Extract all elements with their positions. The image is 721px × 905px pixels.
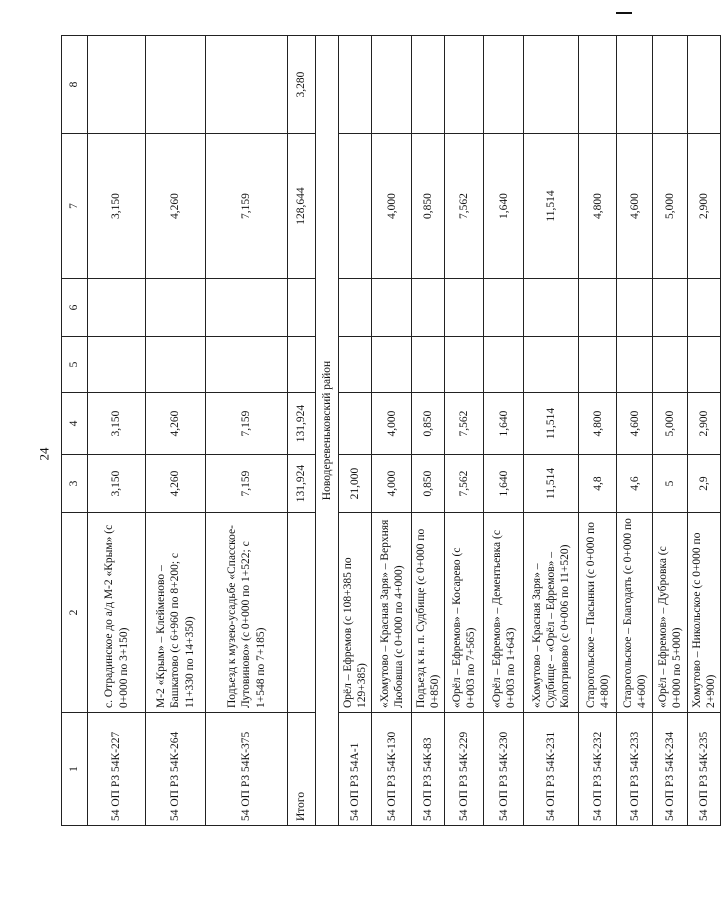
table-cell: 11,514 — [524, 134, 579, 279]
table-cell: 21,000 — [339, 455, 372, 513]
table-cell: 131,924 — [288, 455, 316, 513]
road-code: 54 ОП РЗ 54К-231 — [524, 713, 579, 826]
road-code: 54 ОП РЗ 54К-229 — [445, 713, 484, 826]
column-header: 1 — [62, 713, 88, 826]
table-cell: 5,000 — [653, 134, 688, 279]
table-cell — [339, 393, 372, 455]
table-cell — [688, 337, 721, 393]
table-cell — [412, 36, 445, 134]
road-name: «Орёл – Ефремов» – Дементьевка (с 0+003 по 1+643) — [484, 513, 524, 713]
table-cell: 7,562 — [445, 455, 484, 513]
table-cell: 4,800 — [579, 134, 617, 279]
table-cell — [288, 337, 316, 393]
table-cell — [617, 337, 653, 393]
table-cell — [524, 36, 579, 134]
table-cell: 4,800 — [579, 393, 617, 455]
table-cell: 1,640 — [484, 134, 524, 279]
table-cell — [524, 279, 579, 337]
table-cell — [653, 279, 688, 337]
column-header: 3 — [62, 455, 88, 513]
table-cell — [206, 36, 288, 134]
road-name: Старогольское – Пасынки (с 0+000 по 4+800) — [579, 513, 617, 713]
table-cell — [484, 279, 524, 337]
table-cell — [146, 337, 206, 393]
road-code: 54 ОП РЗ 54К-130 — [372, 713, 412, 826]
table-cell — [484, 337, 524, 393]
table-cell — [372, 36, 412, 134]
column-header: 6 — [62, 279, 88, 337]
table-row — [372, 36, 412, 826]
table-cell: 4,260 — [146, 455, 206, 513]
road-name: «Хомутово – Красная Заря» – Верхняя Любовша (с 0+000 по 4+000) — [372, 513, 412, 713]
table-cell: 3,150 — [88, 393, 146, 455]
table-cell: 0,850 — [412, 134, 445, 279]
total-row — [288, 36, 316, 826]
table-cell: 4,260 — [146, 393, 206, 455]
road-code: 54 ОП РЗ 54К-235 — [688, 713, 721, 826]
table-cell — [288, 279, 316, 337]
road-code: 54 ОП РЗ 54К-232 — [579, 713, 617, 826]
table-cell — [579, 337, 617, 393]
column-header: 2 — [62, 513, 88, 713]
table-cell — [445, 36, 484, 134]
table-cell: 5,000 — [653, 393, 688, 455]
page-number: 24 — [36, 447, 52, 461]
road-name: Старогольское – Благодать (с 0+000 по 4+600) — [617, 513, 653, 713]
table-cell: 0,850 — [412, 393, 445, 455]
table-cell: 4,600 — [617, 393, 653, 455]
table-cell — [339, 36, 372, 134]
table-cell: 7,159 — [206, 455, 288, 513]
road-code: 54 ОП РЗ 54А-1 — [339, 713, 372, 826]
table-cell: 3,150 — [88, 455, 146, 513]
table-cell: 4,260 — [146, 134, 206, 279]
table-cell: 5 — [653, 455, 688, 513]
table-cell — [339, 279, 372, 337]
rotated-table-wrapper — [61, 36, 718, 826]
table-row — [688, 36, 721, 826]
road-code: 54 ОП РЗ 54К-233 — [617, 713, 653, 826]
table-cell — [484, 36, 524, 134]
road-name: «Хомутово – Красная Заря» – Судбище – «Орёл – Ефремов» – Кологривово (с 0+006 по 11+520) — [524, 513, 579, 713]
road-code: 54 ОП РЗ 54К-83 — [412, 713, 445, 826]
table-cell: 3,150 — [88, 134, 146, 279]
table-cell: 11,514 — [524, 455, 579, 513]
road-code: 54 ОП РЗ 54К-227 — [88, 713, 146, 826]
road-name: Орёл – Ефремов (с 108+385 по 129+385) — [339, 513, 372, 713]
table-cell: 4,000 — [372, 455, 412, 513]
table-cell — [339, 337, 372, 393]
table-cell — [412, 337, 445, 393]
table-cell — [445, 337, 484, 393]
road-name: с. Отрадинское до а/д М-2 «Крым» (с 0+000 по 3+150) — [88, 513, 146, 713]
table-cell — [617, 36, 653, 134]
table-row — [617, 36, 653, 826]
table-cell: 7,562 — [445, 134, 484, 279]
table-cell — [146, 36, 206, 134]
road-name: «Орёл – Ефремов» – Косарево (с 0+003 по 7+565) — [445, 513, 484, 713]
table-cell — [146, 279, 206, 337]
table-cell — [524, 337, 579, 393]
table-cell — [579, 36, 617, 134]
table-row — [579, 36, 617, 826]
table-cell — [88, 36, 146, 134]
table-cell: 2,9 — [688, 455, 721, 513]
road-code: 54 ОП РЗ 54К-375 — [206, 713, 288, 826]
table-cell: 7,159 — [206, 134, 288, 279]
road-code: 54 ОП РЗ 54К-234 — [653, 713, 688, 826]
table-cell — [88, 279, 146, 337]
table-cell: 3,280 — [288, 36, 316, 134]
table-cell: 11,514 — [524, 393, 579, 455]
table-cell — [206, 279, 288, 337]
road-name: Хомутово – Никольское (с 0+000 по 2+900) — [688, 513, 721, 713]
table-row — [445, 36, 484, 826]
column-header: 8 — [62, 36, 88, 134]
table-cell: 2,900 — [688, 393, 721, 455]
column-header: 7 — [62, 134, 88, 279]
table-cell: 4,8 — [579, 455, 617, 513]
table-cell: 1,640 — [484, 455, 524, 513]
table-cell: 0,850 — [412, 455, 445, 513]
table-row — [412, 36, 445, 826]
total-label: Итого — [288, 713, 316, 826]
table-row — [484, 36, 524, 826]
table-cell — [339, 134, 372, 279]
section-title: Новодеревеньковский район — [316, 36, 339, 826]
table-row — [339, 36, 372, 826]
table-row — [206, 36, 288, 826]
table-cell: 4,6 — [617, 455, 653, 513]
table-cell: 131,924 — [288, 393, 316, 455]
table-cell — [88, 337, 146, 393]
table-cell — [653, 36, 688, 134]
table-cell: 4,600 — [617, 134, 653, 279]
roads-table — [61, 35, 721, 826]
table-cell — [445, 279, 484, 337]
table-cell: 1,640 — [484, 393, 524, 455]
table-cell: 7,159 — [206, 393, 288, 455]
table-row — [524, 36, 579, 826]
table-cell — [206, 337, 288, 393]
column-header: 4 — [62, 393, 88, 455]
table-cell — [617, 279, 653, 337]
header-row — [62, 36, 88, 826]
table-cell: 4,000 — [372, 393, 412, 455]
road-code: 54 ОП РЗ 54К-230 — [484, 713, 524, 826]
table-cell — [653, 337, 688, 393]
column-header: 5 — [62, 337, 88, 393]
table-cell: 128,644 — [288, 134, 316, 279]
table-cell — [688, 279, 721, 337]
table-row — [653, 36, 688, 826]
table-cell: 7,562 — [445, 393, 484, 455]
table-cell — [688, 36, 721, 134]
table-cell — [288, 513, 316, 713]
corner-mark — [616, 12, 632, 14]
table-row — [146, 36, 206, 826]
road-code: 54 ОП РЗ 54К-264 — [146, 713, 206, 826]
table-cell: 2,900 — [688, 134, 721, 279]
table-cell — [372, 279, 412, 337]
road-name: «Орёл – Ефремов» – Дубровка (с 0+000 по 5+000) — [653, 513, 688, 713]
road-name: Подъезд к н. п. Судбище (с 0+000 по 0+850) — [412, 513, 445, 713]
table-cell — [412, 279, 445, 337]
road-name: Подъезд к музею-усадьбе «Спасское-Лутовиново» (с 0+000 по 1+522; с 1+548 по 7+185) — [206, 513, 288, 713]
section-row — [316, 36, 339, 826]
table-cell — [372, 337, 412, 393]
road-name: М-2 «Крым» – Клейменово – Башкатово (с 6+960 по 8+200; с 11+330 по 14+350) — [146, 513, 206, 713]
table-cell — [579, 279, 617, 337]
table-row — [88, 36, 146, 826]
table-cell: 4,000 — [372, 134, 412, 279]
